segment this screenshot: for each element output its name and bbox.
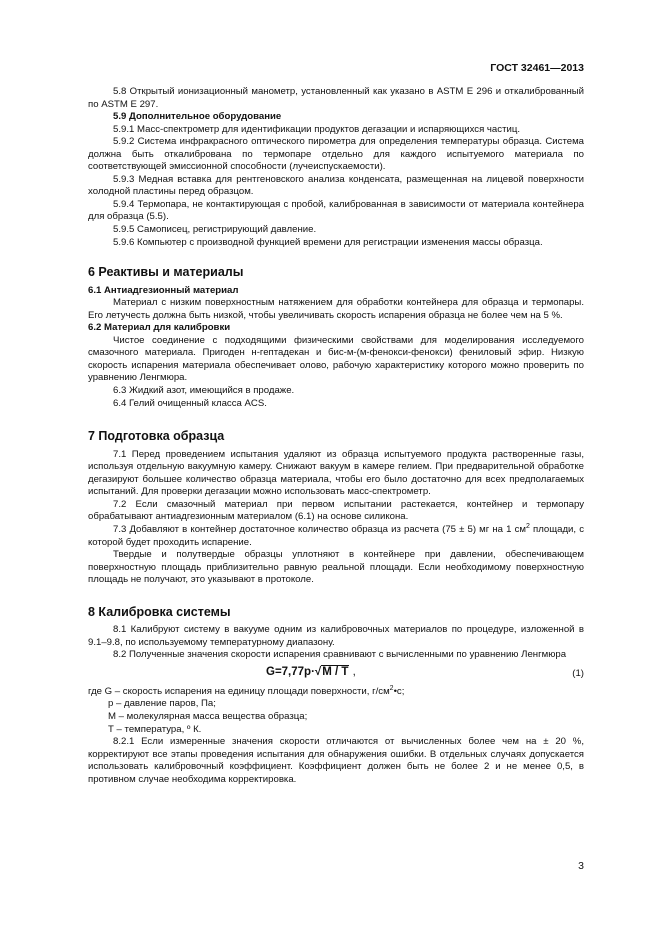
equation-1 (88, 664, 584, 686)
section-7-title: 7 Подготовка образца (88, 429, 225, 444)
variable-p: p – давление паров, Па; (108, 698, 216, 710)
where-text: где G – скорость испарения на единицу площади поверхности, г/см (88, 685, 390, 697)
variable-t: Т – температура, º К. (108, 723, 202, 735)
paragraph-6-2: Чистое соединение с подходящими физическими свойствами для моделирования исследуемого смазочного материала. Пригоден н-гептадекан и бис-м-(м-фенокси-фенокси) фениловый эфир. Низкую скорость испарения материала обеспечивает олово, рабочую характеристику которого можно проверить по уравнению Ленгмюра. (88, 334, 584, 384)
paragraph-8-2: 8.2 Полученные значения скорости испарения сравнивают с вычисленными по уравнению Ленгмюра (113, 649, 567, 661)
paragraph-5-9-1: 5.9.1 Масс-спектрометр для идентификации продуктов дегазации и испаряющихся частиц. (113, 123, 520, 135)
paragraph-5-9-5: 5.9.5 Самописец, регистрирующий давление. (113, 224, 317, 236)
paragraph-6-4: 6.4 Гелий очищенный класса ACS. (113, 397, 267, 409)
formula-lhs: G=7,77p· (266, 665, 315, 678)
paragraph-7-3-tail: площади, с которой будет проходить испарение. (88, 523, 584, 548)
where-line (88, 686, 584, 699)
document-body (88, 86, 584, 786)
paragraph-5-9-3: 5.9.3 Медная вставка для рентгеновского анализа конденсата, размещенная на лицевой поверхности холодной пластины перед образцом. (88, 173, 584, 198)
variable-m: М – молекулярная масса вещества образца; (108, 710, 308, 722)
paragraph-5-9-6: 5.9.6 Компьютер с производной функцией времени для регистрации изменения массы образца. (113, 236, 543, 248)
paragraph-7-1: 7.1 Перед проведением испытания удаляют из образца испытуемого продукта растворенные газы, используя отдельную вакуумную камеру. Снижают вакуум в камере гелием. При предварительной обработке дегазируют большее количество образца материала, чтобы его было достаточно для всех предполагаемых испытаний. Для проверки дегазации можно использовать масс-спектрометр. (88, 448, 584, 498)
paragraph-7-3-text: 7.3 Добавляют в контейнер достаточное количество образца из расчета (75 ± 5) мг на 1 см (113, 523, 526, 535)
heading-5-9: 5.9 Дополнительное оборудование (113, 111, 282, 123)
paragraph-8-1: 8.1 Калибруют систему в вакууме одним из калибровочных материалов по процедуре, изложенной в 9.1–9.8, по используемому температурному диапазону. (88, 624, 584, 648)
paragraph-7-3 (88, 524, 584, 549)
langmuir-formula: G=7,77p·√M / T , (266, 665, 356, 678)
section-6-title: 6 Реактивы и материалы (88, 265, 244, 280)
paragraph-5-9-4: 5.9.4 Термопара, не контактирующая с пробой, калиброванная в зависимости от материала контейнера для образца (5.5). (88, 198, 584, 223)
page-number: 3 (578, 860, 584, 872)
paragraph-5-9-2: 5.9.2 Система инфракрасного оптического пирометра для определения температуры образца. Система должна быть откалибрована по термопаре отдельно для каждого испытуемого материала по соответствующей эмиссионной способности (лучеиспускаемости). (88, 136, 584, 173)
paragraph-5-8: 5.8 Открытый ионизационный манометр, установленный как указано в ASTM E 296 и откалиброванный по ASTM E 297. (88, 86, 584, 110)
superscript: 2 (525, 522, 530, 530)
section-8-title: 8 Калибровка системы (88, 604, 231, 619)
heading-6-1: 6.1 Антиадгезионный материал (88, 284, 239, 296)
heading-6-2: 6.2 Материал для калибровки (88, 322, 231, 334)
paragraph-8-2-1: 8.2.1 Если измеренные значения скорости отличаются от вычисленных более чем на ± 20 %, корректируют все этапы проведения испытания для обнаружения ошибки. В отдельных случаях допускается использовать калибровочный коэффициент. Коэффициент должен быть не более 2 и не менее 0,5, в противном случае необходима корректировка. (88, 736, 584, 785)
where-unit-tail: •с; (393, 685, 405, 697)
formula-radicand: M / T (322, 665, 349, 678)
formula-comma: , (349, 665, 356, 678)
standard-number: ГОСТ 32461—2013 (490, 62, 584, 74)
superscript: 2 (389, 684, 394, 692)
paragraph-7-2: 7.2 Если смазочный материал при первом испытании растекается, контейнер и термопару обрабатывают антиадгезионным материалом (6.1) на основе силикона. (88, 498, 584, 523)
equation-number: (1) (572, 667, 584, 679)
paragraph-6-1: Материал с низким поверхностным натяжением для обработки контейнера для образца и термопары. Его летучесть должна быть низкой, чтобы увеличивать скорость испарения образца не более чем на 5 %. (88, 297, 584, 321)
paragraph-6-3: 6.3 Жидкий азот, имеющийся в продаже. (113, 385, 295, 397)
paragraph-7-4: Твердые и полутвердые образцы уплотняют в контейнере при давлении, обеспечивающем поверхностную площадь приблизительно равную реальной площади. Если необходимому поверхностную площадь не получают, это указывают в протоколе. (88, 549, 584, 586)
